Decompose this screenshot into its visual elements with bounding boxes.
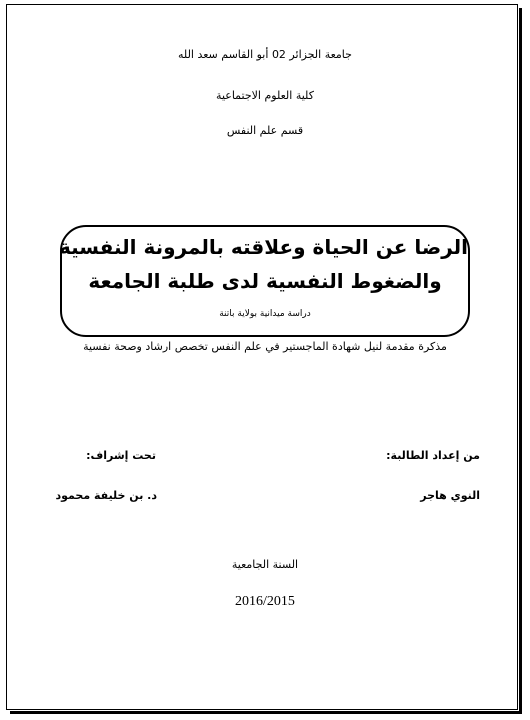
supervisor-name: د. بن خليفة محمود bbox=[55, 489, 157, 502]
academic-year-label: السنة الجامعية bbox=[231, 558, 299, 571]
supervisor-label: تحت إشراف: bbox=[86, 449, 156, 462]
department-name: قسم علم النفس bbox=[226, 124, 304, 137]
thesis-title-line-1: الرضا عن الحياة وعلاقته بالمرونة النفسية bbox=[58, 235, 468, 259]
thesis-note: مذكرة مقدمة لنيل شهادة الماجستير في علم النفس تخصص ارشاد وصحة نفسية bbox=[83, 340, 447, 353]
prepared-by-label: من إعداد الطالبة: bbox=[386, 449, 480, 462]
student-name: النوي هاجر bbox=[420, 489, 480, 502]
faculty-name: كلية العلوم الاجتماعية bbox=[216, 89, 314, 102]
academic-year-value: 2016/2015 bbox=[235, 594, 295, 609]
title-box bbox=[60, 225, 470, 337]
study-type: دراسة ميدانية بولاية باتنة bbox=[219, 309, 311, 319]
thesis-title-line-2: والضغوط النفسية لدى طلبة الجامعة bbox=[88, 269, 442, 293]
university-name: جامعة الجزائر 02 أبو القاسم سعد الله bbox=[178, 48, 352, 61]
